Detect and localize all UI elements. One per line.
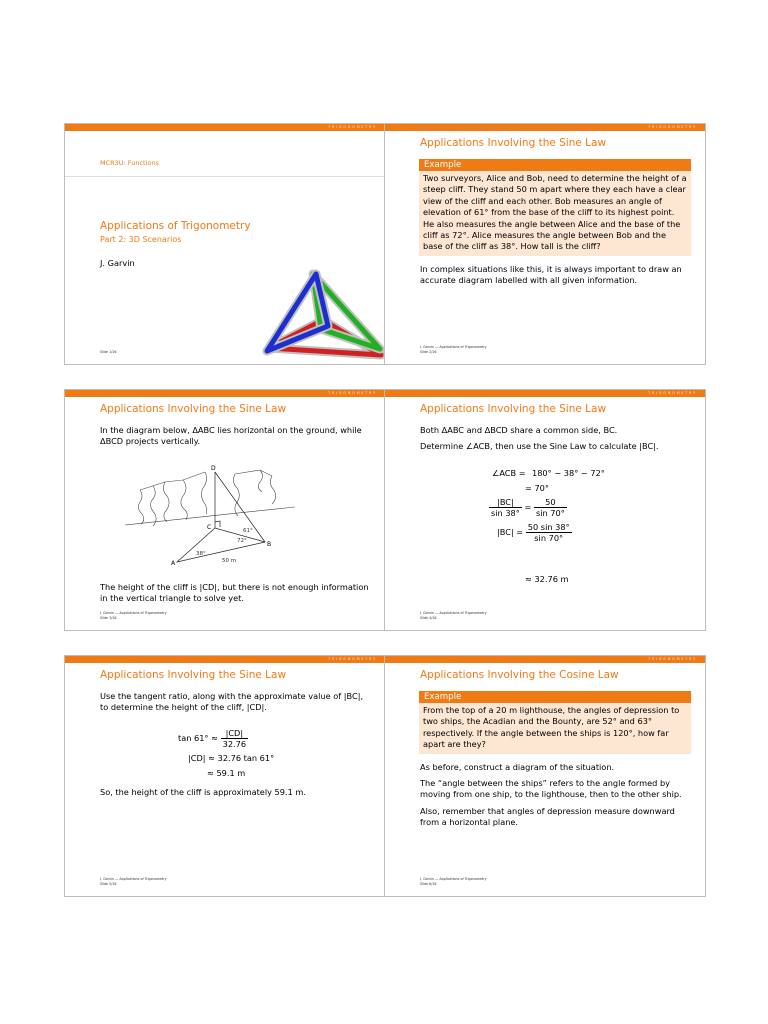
course-label: MCR3U: Functions (100, 159, 159, 167)
slide-title: Applications Involving the Sine Law (100, 403, 287, 415)
example-text: Two surveyors, Alice and Bob, need to determine the height of a steep cliff. They stand 50 m apart where they each have a clear view of the cliff and each other. Bob measures an angle of elevation of 61° from the base of the cliff to its highest point. He also measures the angle between Alice and the base of the cliff as 72°. Alice measures the angle between Bob and the base of the cliff as 38°. How tall is the cliff? (419, 171, 691, 256)
footer-author: J. Garvin — Applications of Trigonometry (100, 611, 167, 616)
angle-A-label: 38° (196, 551, 206, 557)
example-label: Example (419, 159, 691, 171)
eq-tan (178, 728, 248, 749)
angle-C2-label: 72° (237, 538, 247, 544)
slide-number: Slide 6/16 (420, 881, 437, 886)
slide-footer (100, 877, 167, 886)
slide-number: Slide 5/16 (100, 881, 117, 886)
slide-body (420, 425, 690, 458)
frac-den: 32.76 (222, 739, 247, 749)
slide-header-bar: TRIGONOMETRY (385, 656, 705, 663)
side-length-label: 50 m (222, 558, 237, 564)
label-A: A (171, 560, 176, 567)
slide-title: Applications Involving the Sine Law (420, 403, 607, 415)
frac-num: 50 (534, 497, 567, 508)
slide-title: Applications Involving the Sine Law (100, 669, 287, 681)
footer-author: J. Garvin — Applications of Trigonometry (420, 611, 487, 616)
slide-number: Slide 4/16 (420, 615, 437, 620)
outro-text: The height of the cliff is |CD|, but there is not enough information in the vertical triangle to solve yet. (100, 582, 369, 604)
line-2: Determine ∠ACB, then use the Sine Law to calculate |BC|. (420, 441, 659, 452)
slide-header-bar: TRIGONOMETRY (65, 656, 385, 663)
eq-angle-result: = 70° (525, 483, 549, 493)
intro-text: In the diagram below, ΔABC lies horizontal on the ground, while ΔBCD projects vertically. (100, 425, 362, 447)
eq-tan-lhs: tan 61° ≈ (178, 733, 218, 743)
frac-den: sin 70° (534, 533, 564, 543)
example-block (420, 691, 690, 829)
slide-number: Slide 3/16 (100, 615, 117, 620)
label-C: C (207, 524, 212, 531)
slide-header-bar: TRIGONOMETRY (385, 390, 705, 397)
slide-4 (384, 389, 706, 631)
eq-cd: |CD| ≈ 32.76 tan 61° (188, 753, 275, 763)
slide-footer (420, 345, 487, 354)
paragraph-2: The “angle between the ships” refers to the angle formed by moving from one ship, to the lighthouse, then to the other ship. (420, 778, 682, 800)
footer-author: J. Garvin — Applications of Trigonometry (100, 877, 167, 882)
frac-num: |CD| (221, 728, 248, 739)
paragraph-1: As before, construct a diagram of the situation. (420, 761, 615, 772)
label-B: B (267, 541, 272, 548)
frac-den: sin 70° (535, 508, 565, 518)
slide-header-bar: TRIGONOMETRY (385, 124, 705, 131)
eq-angle-lhs: ∠ACB = (492, 468, 526, 478)
label-D: D (211, 465, 216, 472)
eq-bc-lhs: |BC| = (497, 527, 524, 537)
line-1: Both ΔABC and ΔBCD share a common side, BC. (420, 425, 618, 435)
slide-title: Applications Involving the Cosine Law (420, 669, 619, 681)
slide-footer (420, 877, 487, 886)
author: J. Garvin (100, 258, 135, 268)
example-text: From the top of a 20 m lighthouse, the angles of depression to two ships, the Acadian and the Bounty, are 52° and 63° respectively. If the angle between the ships is 120°, how far apart are they? (419, 703, 691, 754)
slide-2 (384, 123, 706, 365)
frac-num: 50 sin 38° (527, 522, 570, 532)
frac-den: sin 38° (491, 508, 520, 518)
eq-bc-result: ≈ 32.76 m (525, 574, 569, 584)
slide-5 (64, 655, 386, 897)
tetrahedron-logo (65, 124, 385, 364)
eq-bc (497, 522, 572, 543)
footer-author: J. Garvin — Applications of Trigonometry (420, 877, 487, 882)
slide-title: Applications Involving the Sine Law (420, 137, 607, 149)
footer-author: J. Garvin — Applications of Trigonometry (420, 345, 487, 350)
presentation-subtitle: Part 2: 3D Scenarios (100, 235, 182, 244)
paragraph: In complex situations like this, it is always important to draw an accurate diagram labelled with all given information. (420, 263, 682, 286)
eq-sine-law: $\frac{|BC|}{\sin 38^\circ}$ = $\frac{50}{\sin 70^\circ}$ (491, 497, 565, 518)
slide-1 (64, 123, 386, 365)
slide-3 (64, 389, 386, 631)
angle-C1-label: 61° (243, 528, 253, 534)
intro-text: Use the tangent ratio, along with the approximate value of |BC|, to determine the height of the cliff, |CD|. (100, 691, 364, 713)
slide-footer (420, 611, 487, 620)
slide-6 (384, 655, 706, 897)
paragraph-3: Also, remember that angles of depression measure downward from a horizontal plane. (420, 805, 675, 828)
slide-header-bar: TRIGONOMETRY (65, 390, 385, 397)
example-block (420, 159, 690, 287)
frac-num: |BC| (489, 497, 522, 508)
slide-footer (100, 611, 167, 620)
slide-body (100, 691, 370, 719)
slide-footer (100, 350, 117, 354)
slide-number: Slide 2/16 (420, 349, 437, 354)
slide-number: Slide 1/16 (100, 349, 117, 354)
presentation-title: Applications of Trigonometry (100, 220, 251, 232)
eq-cd-result: ≈ 59.1 m (207, 768, 246, 778)
outro-text: So, the height of the cliff is approximately 59.1 m. (100, 787, 306, 797)
eq-angle-rhs: 180° − 38° − 72° (532, 468, 605, 478)
slide-header-bar: TRIGONOMETRY (65, 124, 385, 131)
example-label: Example (419, 691, 691, 703)
